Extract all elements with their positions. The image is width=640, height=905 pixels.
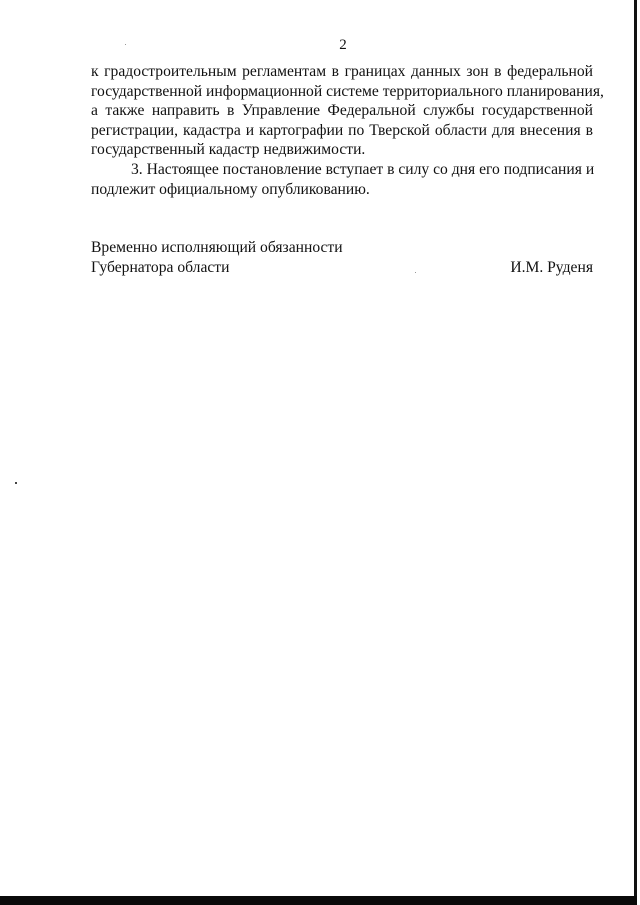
page-number: 2 — [339, 37, 347, 53]
text-line: а также направить в Управление Федеральной службы государственной — [91, 102, 593, 120]
text-line: государственный кадастр недвижимости. — [91, 141, 366, 159]
text-line: государственной информационной системе территориального планирования, — [91, 82, 604, 100]
position-line-2: Губернатора области — [91, 258, 230, 276]
scan-border-bottom — [0, 896, 637, 905]
position-line-1: Временно исполняющий обязанности — [91, 239, 343, 256]
scan-border-right — [634, 0, 637, 900]
paragraph-continuation — [91, 62, 604, 160]
text-line: к градостроительным регламентам в границах данных зон в федеральной — [91, 63, 593, 80]
scan-speck — [125, 44, 126, 45]
scan-speck — [415, 272, 416, 273]
document-body — [91, 62, 604, 199]
signatory-name: И.М. Руденя — [510, 258, 593, 276]
text-line: 3. Настоящее постановление вступает в силу со дня его подписания и — [131, 160, 595, 178]
paragraph-item-3 — [91, 160, 593, 199]
text-line: регистрации, кадастра и картографии по Тверской области для внесения в — [91, 121, 593, 139]
signatory-position — [91, 238, 343, 277]
text-line: подлежит официальному опубликованию. — [91, 180, 370, 198]
scan-speck — [15, 482, 17, 484]
